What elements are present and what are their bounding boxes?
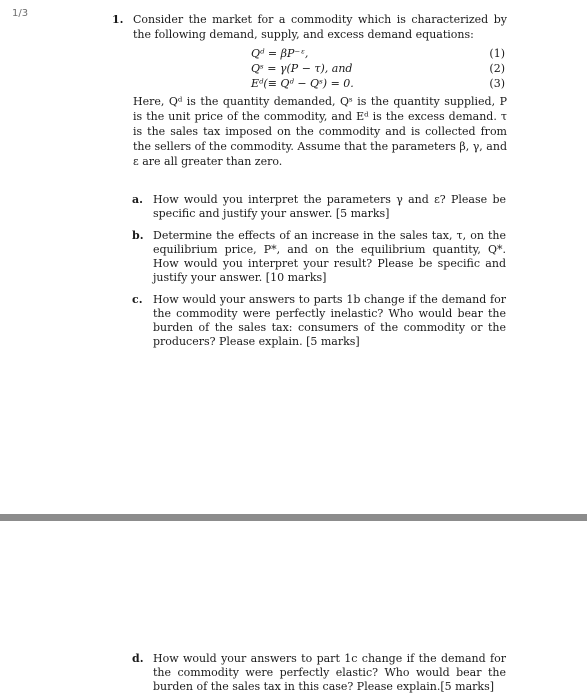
part-b-label: b. [132,229,144,242]
part-a [132,193,506,221]
equation-2-body: Qˢ = γ(P − τ), and [251,62,353,75]
part-a-text: How would you interpret the parameters γ and ε? Please be specific and justify your answer. [5 marks] [153,193,506,220]
page-separator [0,514,587,521]
question-intro: Consider the market for a commodity which is characterized by the following demand, supply, and excess demand equations: [133,13,507,41]
equation-3-body: Eᵈ(≡ Qᵈ − Qˢ) = 0. [251,77,354,90]
part-c-label: c. [132,293,143,306]
page-2 [0,521,587,700]
part-d-label: d. [132,652,144,665]
equation-3-tag: (3) [489,77,505,90]
part-b-text: Determine the effects of an increase in the sales tax, τ, on the equilibrium price, P*, and on the equilibrium quantity, Q*. How would you interpret your result? Please be specific and justify your answer. [10 marks] [153,229,506,284]
question-explanation: Here, Qᵈ is the quantity demanded, Qˢ is the quantity supplied, P is the unit price of the commodity, and Eᵈ is the excess demand. τ is the sales tax imposed on the commodity and is collected from the sellers of the commodity. Assume that the parameters β, γ, and ε are all greater than zero. [133,95,507,168]
question-number: 1. [112,13,124,26]
part-c-text: How would your answers to parts 1b change if the demand for the commodity were perfectly inelastic? Who would bear the burden of the sales tax: consumers of the commodity or the producers? Please explain. [5 marks] [153,293,506,348]
part-d-text: How would your answers to part 1c change if the demand for the commodity were perfectly elastic? Who would bear the burden of the sales tax in this case? Please explain.[5 marks] [153,652,506,693]
part-d [132,652,506,694]
part-b [132,229,506,285]
equation-1 [133,46,507,61]
part-a-label: a. [132,193,143,206]
page-counter: 1/3 [12,8,29,19]
equation-2-tag: (2) [489,62,505,75]
equation-2 [133,61,507,76]
parts-list [132,193,506,357]
equation-1-body: Qᵈ = βP⁻ᵋ, [251,47,309,60]
question-1 [112,12,507,169]
equation-1-tag: (1) [489,47,505,60]
parts-list-page-2 [132,652,506,700]
equation-3 [133,76,507,91]
part-c [132,293,506,349]
